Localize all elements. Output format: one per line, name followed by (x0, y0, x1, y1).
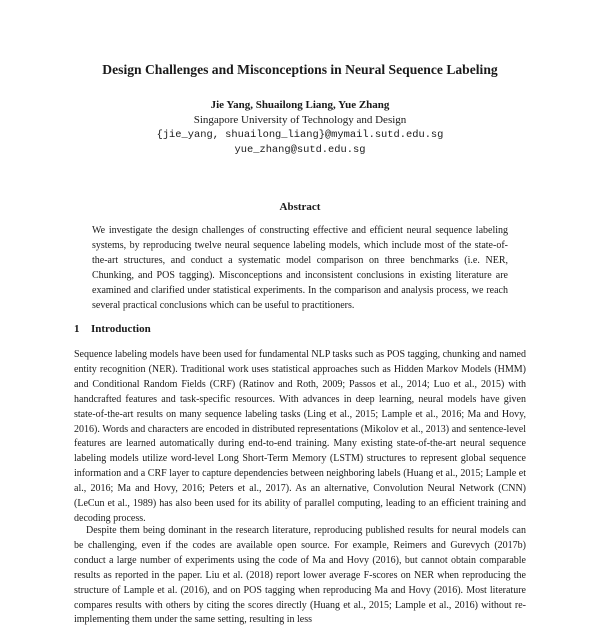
section-number: 1 (74, 323, 80, 335)
intro-paragraph-2: Despite them being dominant in the research literature, reproducing published results for neural models can be challenging, even if the codes are available open source. For example, Reimers and Gurevych (2017b) conduct a large number of experiments using the code of Ma and Hovy (2016), but cannot obtain comparable results as reported in the paper. Liu et al. (2018) report lower average F-scores on NER when reproducing the structure of Lample et al. (2016), and on POS tagging when reproducing Ma and Hovy (2016). Most literature compares results with others by citing the scores directly (Huang et al., 2015; Lample et al., 2016) without re-implementing them under the same setting, resulting in less (74, 525, 526, 626)
section-heading-introduction (74, 322, 151, 336)
author-emails: {jie_yang, shuailong_liang}@mymail.sutd.edu.sg (156, 129, 444, 141)
section-title: Introduction (91, 323, 151, 335)
paper-title: Design Challenges and Misconceptions in Neural Sequence Labeling (102, 62, 498, 77)
abstract-text: We investigate the design challenges of constructing effective and efficient neural sequence labeling systems, by reproducing twelve neural sequence labeling models, which include most of the state-of-the-art structures, and conduct a systematic model comparison on three benchmarks (i.e. NER, Chunking, and POS tagging). Misconceptions and inconsistent conclusions in existing literature are examined and clarified under statistical experiments. In the comparison and analysis process, we reach several practical conclusions which can be useful to practitioners. (92, 225, 508, 311)
author-list: Jie Yang, Shuailong Liang, Yue Zhang (210, 99, 390, 111)
author-email-secondary: yue_zhang@sutd.edu.sg (234, 144, 366, 156)
affiliation: Singapore University of Technology and Design (193, 114, 407, 126)
abstract-heading: Abstract (279, 201, 321, 213)
intro-paragraph-1: Sequence labeling models have been used for fundamental NLP tasks such as POS tagging, chunking and named entity recognition (NER). Traditional work uses statistical approaches such as Hidden Markov Models (HMM) and Conditional Random Fields (CRF) (Ratinov and Roth, 2009; Passos et al., 2014; Luo et al., 2015) with handcrafted features and task-specific resources. With advances in deep learning, neural models have given state-of-the-art results on many sequence labeling tasks (Ling et al., 2015; Lample et al., 2016; Ma and Hovy, 2016). Words and characters are encoded in distributed representations (Mikolov et al., 2013) and sentence-level features are learned automatically during end-to-end training. Many existing state-of-the-art neural sequence labeling models utilize word-level Long Short-Term Memory (LSTM) structures to represent global sequence information and a CRF layer to capture dependencies between neighboring labels (Huang et al., 2015; Lample et al., 2016; Ma and Hovy, 2016; Peters et al., 2017). As an alternative, Convolution Neural Network (CNN) (LeCun et al., 1989) has also been used for its ability of parallel computing, leading to an efficient training and decoding process. (74, 349, 526, 524)
